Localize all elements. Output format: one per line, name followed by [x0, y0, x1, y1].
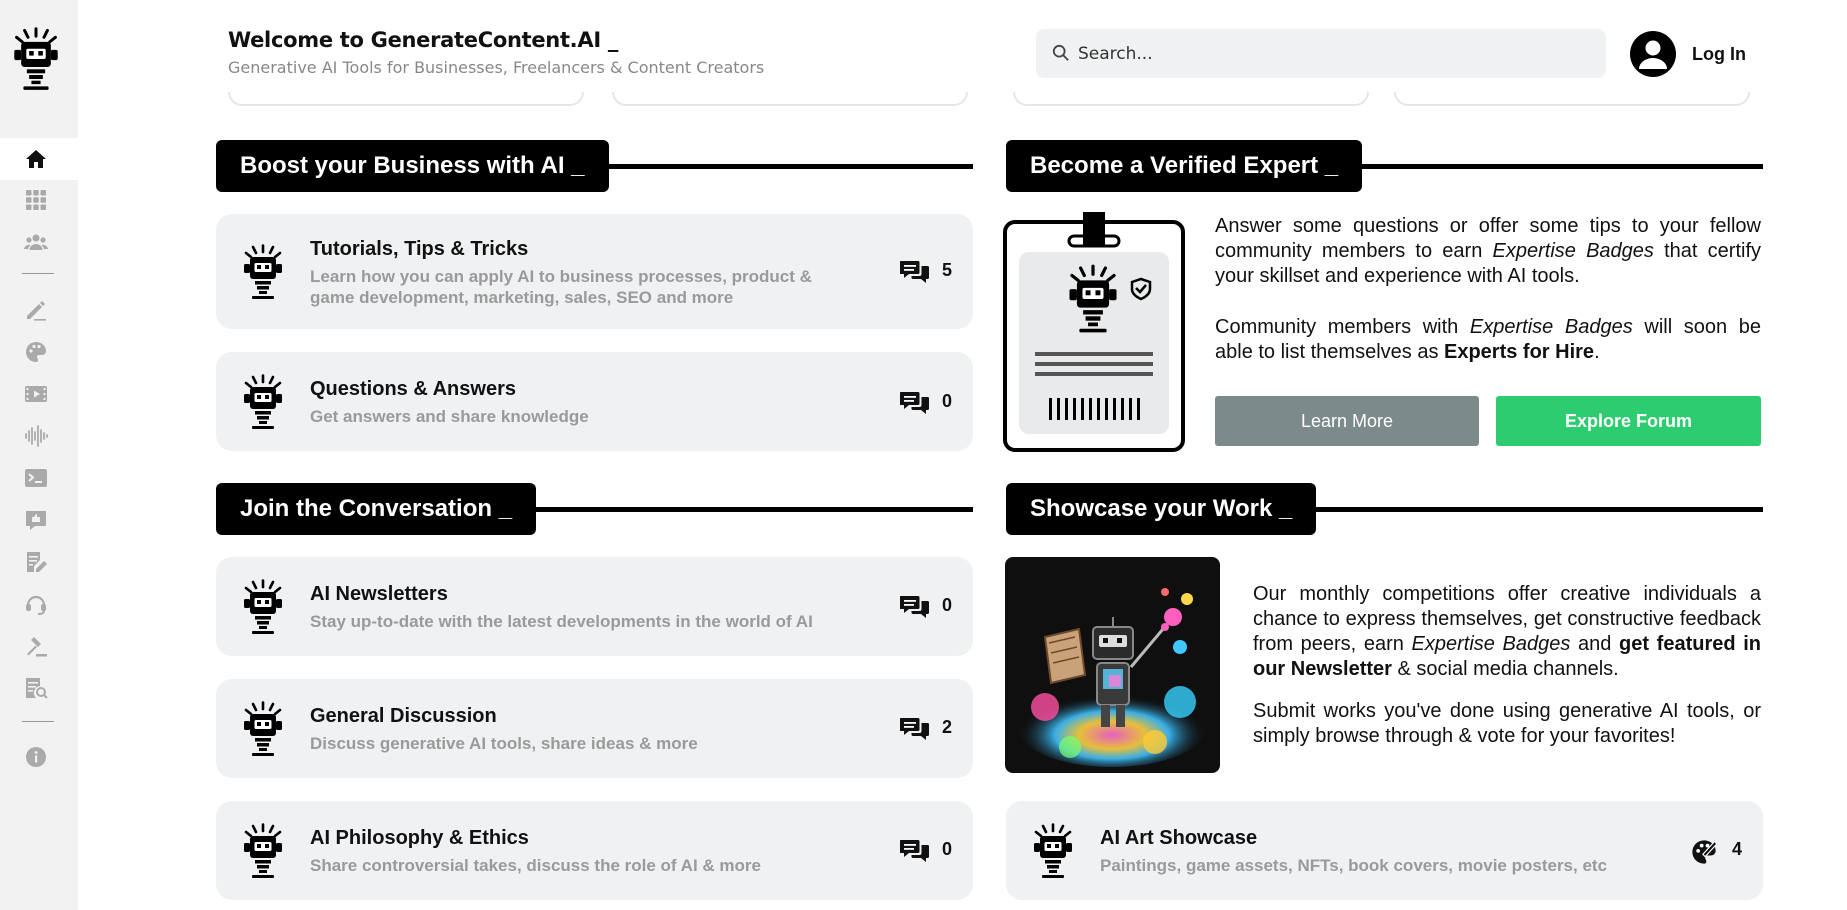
section-title: Showcase your Work _	[1006, 483, 1316, 535]
topic-count: 0	[942, 595, 953, 615]
card-title: Questions & Answers	[310, 378, 516, 400]
card-description: Learn how you can apply AI to business processes, product & game development, marketing, sales, SEO and more	[310, 267, 812, 307]
chat-icon	[900, 594, 930, 620]
pen-icon[interactable]	[24, 298, 48, 322]
text: that certify your skillset and experience with AI tools.	[1215, 240, 1762, 287]
login-label: Log In	[1692, 43, 1746, 64]
community-icon[interactable]	[24, 230, 48, 254]
section-header-conversation	[216, 483, 973, 535]
audio-waveform-icon[interactable]	[24, 424, 48, 448]
expert-paragraph-1	[1215, 214, 1761, 289]
card-edge	[1394, 92, 1750, 106]
support-headset-icon[interactable]	[24, 592, 48, 616]
forum-card-tutorials[interactable]	[216, 214, 973, 329]
page-subtitle: Generative AI Tools for Businesses, Freelancers & Content Creators	[228, 58, 765, 77]
robot-icon	[1032, 823, 1074, 879]
card-description: Share controversial takes, discuss the role of AI & more	[310, 856, 761, 875]
card-description: Discuss generative AI tools, share ideas & more	[310, 734, 698, 753]
search-document-icon[interactable]	[24, 676, 48, 700]
sidebar-divider	[22, 273, 54, 274]
section-rule	[521, 507, 973, 512]
search-icon	[1052, 44, 1070, 62]
info-icon[interactable]	[24, 745, 48, 769]
text: Answer some questions or offer some tips to your fellow community members to earn	[1215, 215, 1761, 262]
section-rule	[1316, 507, 1763, 512]
showcase-paragraph-2: Submit works you've done using generative AI tools, or simply browse through & vote for your favorites!	[1253, 700, 1761, 747]
section-title: Boost your Business with AI _	[216, 140, 609, 192]
terminal-icon[interactable]	[24, 466, 48, 490]
topic-count: 4	[1732, 839, 1743, 859]
forum-card-newsletters[interactable]	[216, 557, 973, 656]
edit-document-icon[interactable]	[24, 550, 48, 574]
emphasis: Expertise Badges	[1469, 316, 1633, 338]
section-header-showcase	[1006, 483, 1763, 535]
palette-icon[interactable]	[24, 340, 48, 364]
emphasis: Expertise Badges	[1492, 240, 1654, 262]
chat-icon	[900, 259, 930, 285]
section-title: Become a Verified Expert _	[1006, 140, 1362, 192]
text: .	[1594, 341, 1600, 363]
card-description: Paintings, game assets, NFTs, book covers, movie posters, etc	[1100, 856, 1608, 875]
forum-card-ai-art-showcase[interactable]	[1006, 801, 1763, 900]
emphasis: Expertise Badges	[1411, 633, 1571, 655]
video-icon[interactable]	[24, 382, 48, 406]
card-title: AI Newsletters	[310, 583, 448, 605]
robot-icon	[242, 374, 284, 430]
card-edge	[612, 92, 968, 106]
forum-card-qa[interactable]	[216, 352, 973, 451]
section-header-business	[216, 140, 973, 192]
robot-icon	[242, 579, 284, 635]
card-title: General Discussion	[310, 705, 497, 727]
card-edge	[228, 92, 584, 106]
section-header-expert	[1006, 140, 1763, 192]
card-title: AI Art Showcase	[1100, 827, 1258, 849]
topic-count: 2	[942, 717, 953, 737]
strong-text: Experts for Hire	[1444, 341, 1595, 363]
explore-forum-button[interactable]: Explore Forum	[1496, 396, 1761, 446]
card-edge	[1013, 92, 1369, 106]
card-description: Get answers and share knowledge	[310, 407, 589, 426]
text: Community members with	[1215, 316, 1470, 338]
robot-icon	[242, 244, 284, 300]
forum-card-general-discussion[interactable]	[216, 679, 973, 778]
chat-icon	[900, 390, 930, 416]
gavel-icon[interactable]	[24, 634, 48, 658]
palette-icon	[1690, 838, 1718, 866]
grid-icon[interactable]	[24, 188, 48, 212]
topic-count: 0	[942, 391, 953, 411]
showcase-artwork-image	[1005, 557, 1220, 773]
robot-painter-illustration	[1005, 557, 1220, 773]
chat-icon	[900, 716, 930, 742]
showcase-paragraph-1	[1253, 582, 1761, 682]
expert-paragraph-2	[1215, 315, 1761, 365]
card-title: AI Philosophy & Ethics	[310, 827, 529, 849]
search-input[interactable]	[1078, 29, 1588, 78]
login-button[interactable]	[1630, 30, 1746, 78]
card-description: Stay up-to-date with the latest developments in the world of AI	[310, 612, 813, 631]
card-title: Tutorials, Tips & Tricks	[310, 238, 529, 260]
forum-card-philosophy-ethics[interactable]	[216, 801, 973, 900]
learn-more-button[interactable]: Learn More	[1215, 396, 1479, 446]
text: Our monthly competitions offer creative individuals a chance to express themselves, get constructive feedback from peers, earn	[1253, 583, 1761, 655]
text: will soon be able to list themselves as	[1215, 316, 1762, 363]
topic-count: 5	[942, 260, 953, 280]
page-title: Welcome to GenerateContent.AI _	[228, 28, 619, 52]
user-avatar-icon	[1630, 31, 1676, 77]
chat-icon	[900, 838, 930, 864]
home-icon	[24, 147, 48, 171]
site-logo[interactable]	[12, 26, 60, 92]
feedback-icon[interactable]	[24, 508, 48, 532]
topic-count: 0	[942, 839, 953, 859]
section-rule	[1361, 164, 1763, 169]
section-rule	[586, 164, 973, 169]
sidebar-divider	[22, 721, 54, 722]
sidebar-item-home[interactable]	[0, 138, 78, 180]
sidebar	[0, 0, 78, 910]
text: and	[1570, 633, 1620, 655]
expert-badge-illustration	[1003, 212, 1185, 454]
text: & social media channels.	[1391, 658, 1619, 680]
section-title: Join the Conversation _	[216, 483, 536, 535]
search-bar[interactable]	[1036, 29, 1606, 78]
robot-icon	[242, 701, 284, 757]
robot-icon	[242, 823, 284, 879]
strong-text: get featured in our Newsletter	[1253, 633, 1761, 680]
